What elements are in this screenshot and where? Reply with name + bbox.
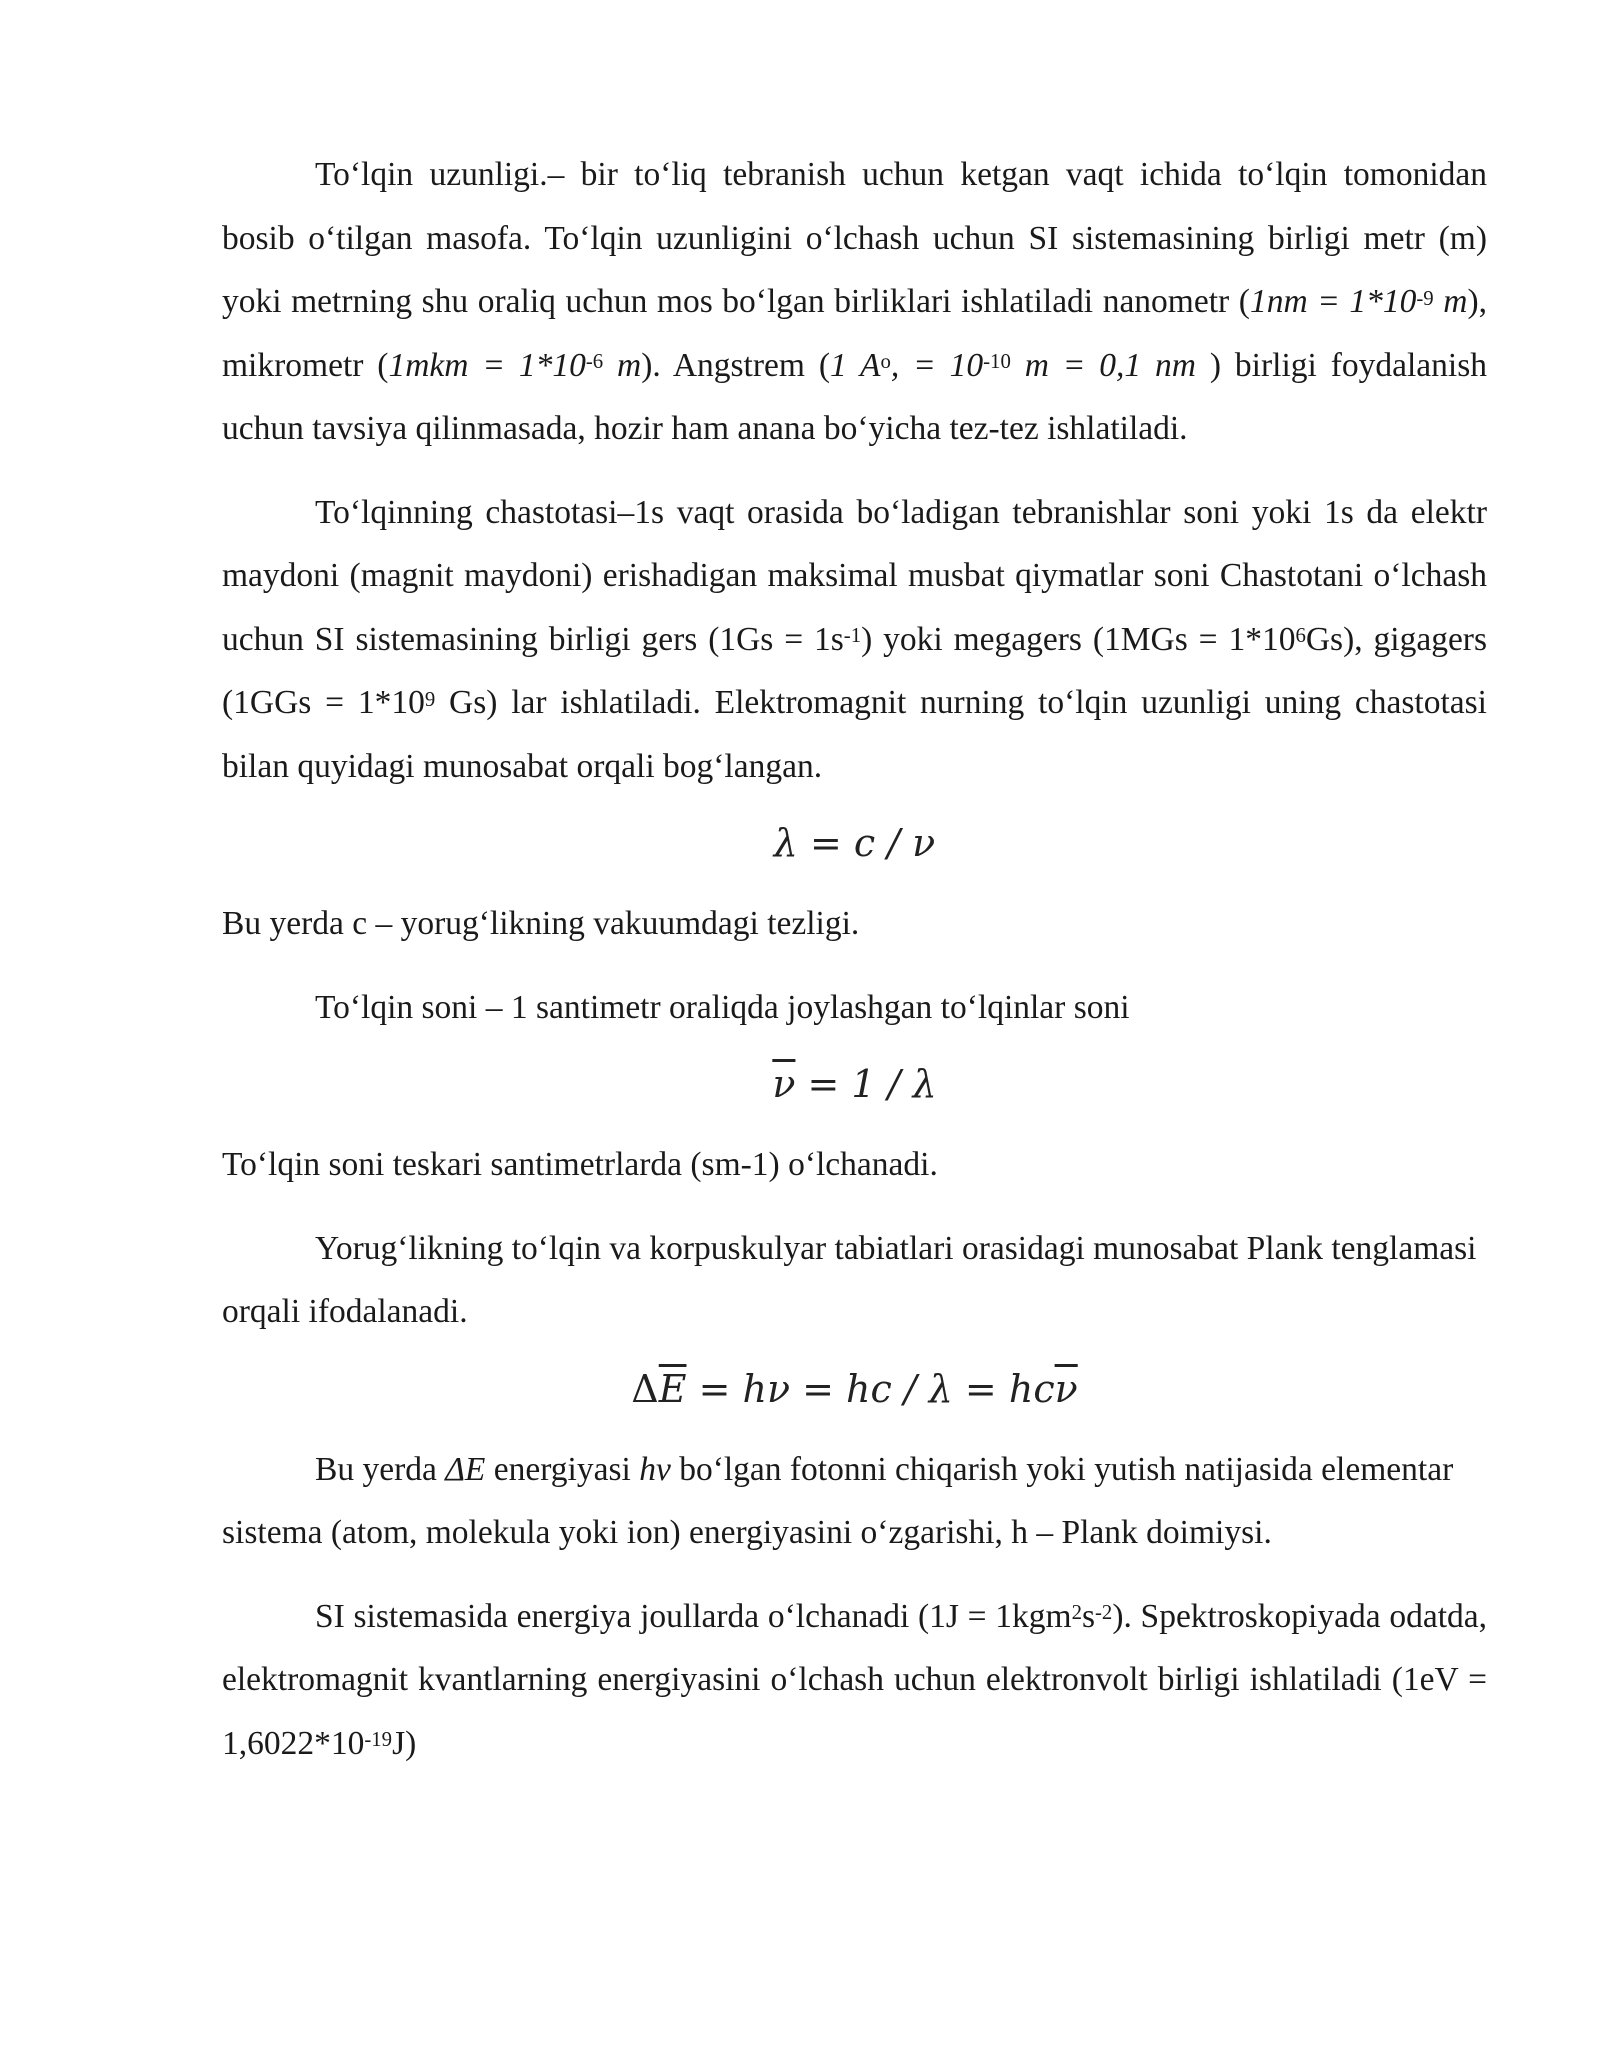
document-page — [222, 143, 1487, 1795]
paragraph-planck-intro: Yorug‘likning to‘lqin va korpuskulyar tabiatlari orasidagi munosabat Plank tenglamasi orqali ifodalanadi. — [222, 1229, 1477, 1330]
formula-wavenumber: $\overline{\nu} = 1 / \lambda$ — [772, 1062, 937, 1106]
formula-planck: $\Delta\overline{E} = h\nu$ = hc / $\lambda = hc\overline{\nu}$ — [631, 1366, 1078, 1411]
paragraph-frequency: To‘lqinning chastotasi–1s vaqt orasida bo‘ladigan tebranishlar soni yoki 1s da elektr maydoni (magnit maydoni) erishadigan maksimal musbat qiymatlar soni Chastotani o‘lchash uchun SI sistemasining birligi gers $(1Gs = 1s^{-1})$ yoki megagers $(1MGs = 1*10^6Gs)$, gigagers ($1GGs = 1*10^9$ Gs) lar ishlatiladi. Elektromagnit nurning to‘lqin uzunligi uning chastotasi bilan quyidagi munosabat orqali bog‘langan. — [222, 493, 1487, 785]
paragraph-energy-explanation: Bu yerda ΔE energiyasi hv bo‘lgan fotonni chiqarish yoki yutish natijasida elementar sistema (atom, molekula yoki ion) energiyasini o‘zgarishi, h – Plank doimiysi. — [222, 1450, 1454, 1551]
paragraph-energy-units: SI sistemasida energiya joullarda o‘lchanadi $(1J = 1kgm^2s^{-2})$. Spektroskopiyada odatda, elektromagnit kvantlarning energiyasini o‘lchash uchun elektronvolt birligi ishlatiladi $(1eV = 1,6022*10^{-19}J)$ — [222, 1597, 1487, 1762]
paragraph-wavelength: To‘lqin uzunligi.– bir to‘liq tebranish uchun ketgan vaqt ichida to‘lqin tomonidan bosib o‘tilgan masofa. To‘lqin uzunligini o‘lchash uchun SI sistemasining birligi metr (m) yoki metrning shu oraliq uchun mos bo‘lgan birliklari ishlatiladi nanometr ($1nm = 1*10^{-9}$ m), mikrometr ($1mkm = 1*10^{-6}$ m). Angstrem (1 $A^o$, = $10^{-10}$ m = 0,1 nm ) birligi foydalanish uchun tavsiya qilinmasada, hozir ham anana bo‘yicha tez-tez ishlatiladi. — [222, 156, 1487, 447]
paragraph-speed-of-light: Bu yerda c – yorug‘likning vakuumdagi tezligi. — [222, 905, 860, 942]
paragraph-wavenumber-unit: To‘lqin soni teskari santimetrlarda (sm-1) o‘lchanadi. — [222, 1146, 938, 1183]
formula-wavelength: λ = c / ν — [773, 821, 936, 865]
paragraph-wavenumber: To‘lqin soni – 1 santimetr oraliqda joylashgan to‘lqinlar soni — [315, 988, 1130, 1026]
